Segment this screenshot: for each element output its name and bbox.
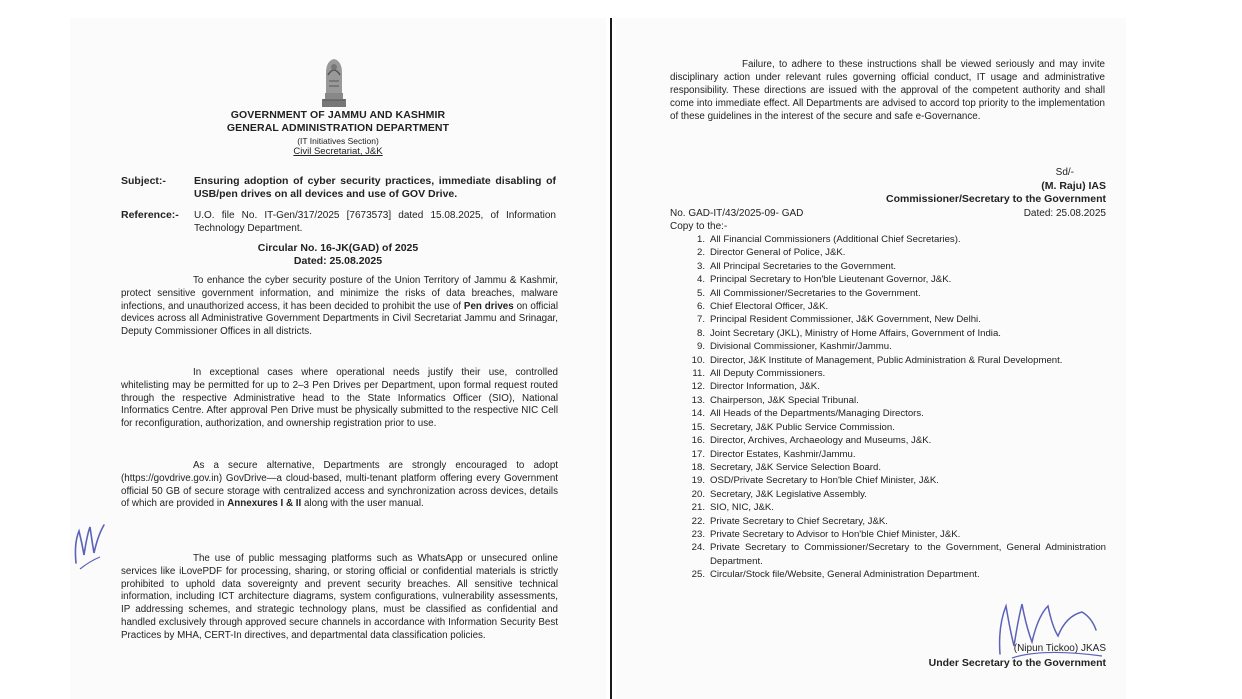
paragraph-1-bold: Pen drives bbox=[463, 300, 514, 312]
paragraph-2-text: In exceptional cases where operational needs justify their use, controlled whitelisting may be permitted for up to 2–3 Pen Drives per Department, upon formal request routed through the respective Administrative head to the State Informatics Officer (SIO), National Informatics Centre. After approval Pen Drive must be physically submitted to the respective NIC Cell for reconfiguration, authorization, and ownership registration prior to use. bbox=[121, 367, 558, 430]
copy-list-number: 22. bbox=[691, 515, 705, 527]
copy-list-item bbox=[670, 488, 1106, 501]
copy-list-number: 20. bbox=[691, 488, 705, 500]
copy-list-text: Principal Resident Commissioner, J&K Government, New Delhi. bbox=[710, 314, 981, 326]
under-secretary-title: Under Secretary to the Government bbox=[928, 657, 1106, 669]
closing-paragraph-text: Failure, to adhere to these instructions shall be viewed seriously and may invite disciplinary action under relevant rules governing official conduct, IT usage and administrative responsibility. These directions are issued with the approval of the competent authority and shall come into immediate effect. All Departments are advised to accord top priority to the implementation of these guidelines in the interest of the secure and safe e-Governance. bbox=[670, 59, 1105, 122]
copy-list-item bbox=[670, 287, 1106, 300]
paragraph-2 bbox=[121, 367, 558, 431]
copy-list-text: Secretary, J&K Legislative Assembly. bbox=[710, 488, 867, 500]
copy-list-text: Divisional Commissioner, Kashmir/Jammu. bbox=[710, 341, 892, 353]
paragraph-1 bbox=[121, 275, 558, 339]
copy-list-number: 9. bbox=[696, 341, 705, 353]
under-secretary-name: (Nipun Tickoo) JKAS bbox=[1013, 643, 1106, 654]
copy-list-text: Director General of Police, J&K. bbox=[710, 247, 846, 259]
sd-mark: Sd/- bbox=[1055, 167, 1074, 178]
copy-list-text: Director Estates, Kashmir/Jammu. bbox=[710, 448, 856, 460]
national-emblem-icon bbox=[314, 53, 354, 111]
copy-list-number: 23. bbox=[691, 528, 705, 540]
paragraph-1-text-b: on official devices across all Administrative Government Departments in Civil Secretariat Jammu and Srinagar, Deputy Commissioner Offices in all districts. bbox=[121, 300, 558, 338]
copy-list-item bbox=[670, 474, 1106, 487]
signatory-name: (M. Raju) IAS bbox=[1041, 180, 1106, 192]
copy-list-text: Private Secretary to Commissioner/Secretary to the Government, General Administration Department. bbox=[710, 542, 1106, 567]
copy-list-item bbox=[670, 421, 1106, 434]
copy-list-text: Director Information, J&K. bbox=[710, 381, 820, 393]
subject-text: Ensuring adoption of cyber security practices, immediate disabling of USB/pen drives on all devices and use of GOV Drive. bbox=[194, 175, 556, 200]
copy-list-number: 12. bbox=[691, 381, 705, 393]
reference-text: U.O. file No. IT-Gen/317/2025 [7673573] dated 15.08.2025, of Information Technology Department. bbox=[194, 210, 556, 234]
paragraph-3-text-a: As a secure alternative, Departments are strongly encouraged to adopt (https://govdrive.gov.in) GovDrive—a cloud-based, multi-tenant platform offering every Government official 50 GB of secure storage with centralized access and synchronization across devices, details of which are provided in bbox=[121, 460, 558, 510]
copy-list-item bbox=[670, 246, 1106, 259]
copy-list-number: 1. bbox=[696, 234, 705, 245]
copy-list-number: 10. bbox=[691, 354, 705, 366]
copy-list-number: 7. bbox=[696, 314, 705, 326]
copy-list-number: 11. bbox=[692, 368, 705, 380]
copy-list-text: All Heads of the Departments/Managing Directors. bbox=[710, 408, 924, 420]
dated: Dated: 25.08.2025 bbox=[1023, 208, 1106, 219]
copy-list-item bbox=[670, 300, 1106, 313]
copy-to-list bbox=[670, 233, 1106, 582]
paragraph-3-text-b: along with the user manual. bbox=[301, 498, 424, 510]
copy-list-number: 25. bbox=[691, 569, 705, 581]
copy-list-item bbox=[670, 380, 1106, 393]
copy-list-number: 13. bbox=[691, 394, 705, 406]
copy-list-item bbox=[670, 327, 1106, 340]
copy-list-text: Chairperson, J&K Special Tribunal. bbox=[710, 394, 859, 406]
circular-page-2 bbox=[616, 18, 1126, 699]
copy-list-item bbox=[670, 541, 1106, 568]
copy-list-number: 21. bbox=[691, 502, 705, 514]
paragraph-1-text-a: To enhance the cyber security posture of the Union Territory of Jammu & Kashmir, protect sensitive government information, and minimize the risks of data breaches, malware infections, and unauthorized access, it has been decided to prohibit the use of bbox=[121, 275, 558, 312]
copy-list-text: Private Secretary to Advisor to Hon'ble Chief Minister, J&K. bbox=[710, 528, 961, 540]
copy-list-text: All Financial Commissioners (Additional Chief Secretaries). bbox=[710, 234, 961, 245]
government-title: GOVERNMENT OF JAMMU AND KASHMIR bbox=[230, 109, 446, 121]
copy-list-item bbox=[670, 233, 1106, 246]
closing-paragraph bbox=[670, 58, 1105, 123]
copy-list-item bbox=[670, 568, 1106, 581]
copy-list-item bbox=[670, 354, 1106, 367]
paragraph-3 bbox=[121, 460, 558, 511]
copy-list-item bbox=[670, 434, 1106, 447]
copy-list-number: 18. bbox=[691, 461, 705, 473]
copy-to-label: Copy to the:- bbox=[670, 221, 728, 232]
copy-list-number: 14. bbox=[691, 408, 705, 420]
copy-list-text: OSD/Private Secretary to Hon'ble Chief Minister, J&K. bbox=[710, 475, 939, 487]
reference-number: No. GAD-IT/43/2025-09- GAD bbox=[670, 208, 804, 219]
copy-list-item bbox=[670, 528, 1106, 541]
copy-list-text: Secretary, J&K Public Service Commission. bbox=[710, 421, 895, 433]
copy-list-text: Circular/Stock file/Website, General Administration Department. bbox=[710, 569, 980, 581]
copy-list-text: All Commissioner/Secretaries to the Government. bbox=[710, 287, 921, 299]
copy-list-text: All Principal Secretaries to the Government. bbox=[710, 260, 897, 272]
subject-label: Subject:- bbox=[121, 175, 166, 187]
copy-list-text: Director, Archives, Archaeology and Museums, J&K. bbox=[710, 435, 932, 447]
copy-list-text: Director, J&K Institute of Management, Public Administration & Rural Development. bbox=[710, 354, 1063, 366]
copy-list-text: Secretary, J&K Service Selection Board. bbox=[710, 461, 881, 473]
paragraph-4-text: The use of public messaging platforms such as WhatsApp or unsecured online services like iLovePDF for processing, sharing, or storing official or confidential materials is strictly prohibited to uphold data sovereignty and prevent security breaches. All sensitive technical information, including ICT architecture diagrams, system configurations, vulnerability assessments, IP addressing schemes, and strategic technology plans, must be classified as confidential and handled exclusively through approved secure channels in accordance with Information Security Best Practices by MHA, CERT-In directives, and departmental data classification policies. bbox=[121, 553, 558, 641]
copy-list-number: 6. bbox=[696, 301, 705, 313]
copy-list-item bbox=[670, 273, 1106, 286]
copy-list-item bbox=[670, 461, 1106, 474]
copy-list-number: 15. bbox=[691, 421, 705, 433]
department-title: GENERAL ADMINISTRATION DEPARTMENT bbox=[226, 122, 450, 134]
copy-list-number: 5. bbox=[696, 287, 705, 299]
copy-list-number: 16. bbox=[691, 435, 705, 447]
paragraph-4 bbox=[121, 553, 558, 643]
copy-list-item bbox=[670, 367, 1106, 380]
copy-list-item bbox=[670, 394, 1106, 407]
copy-list-item bbox=[670, 407, 1106, 420]
copy-list-number: 19. bbox=[691, 475, 705, 487]
copy-list-item bbox=[670, 313, 1106, 326]
office-address: Civil Secretariat, J&K bbox=[293, 146, 383, 157]
copy-list-text: Principal Secretary to Hon'ble Lieutenant Governor, J&K. bbox=[710, 274, 952, 286]
reference-label: Reference:- bbox=[121, 209, 179, 221]
copy-list-item bbox=[670, 515, 1106, 528]
circular-number: Circular No. 16-JK(GAD) of 2025 bbox=[257, 242, 419, 254]
copy-list-item bbox=[670, 260, 1106, 273]
copy-list-number: 24. bbox=[691, 542, 705, 554]
copy-list-number: 17. bbox=[691, 448, 705, 460]
circular-page-1 bbox=[70, 18, 606, 699]
copy-list-item bbox=[670, 448, 1106, 461]
copy-list-item bbox=[670, 501, 1106, 514]
copy-list-number: 2. bbox=[696, 247, 705, 259]
copy-list-text: SIO, NIC, J&K. bbox=[710, 502, 774, 514]
copy-list-item bbox=[670, 340, 1106, 353]
circular-date: Dated: 25.08.2025 bbox=[293, 255, 383, 267]
handwritten-signature bbox=[992, 596, 1107, 666]
section-name: (IT Initiatives Section) bbox=[297, 136, 379, 146]
paragraph-3-bold: Annexures I & II bbox=[227, 498, 302, 510]
copy-list-number: 3. bbox=[696, 260, 705, 272]
signatory-title: Commissioner/Secretary to the Government bbox=[886, 193, 1106, 205]
page-divider bbox=[610, 18, 612, 699]
copy-list-number: 8. bbox=[696, 327, 705, 339]
copy-list-text: Chief Electoral Officer, J&K. bbox=[710, 301, 829, 313]
copy-list-number: 4. bbox=[696, 274, 705, 286]
copy-list-text: Joint Secretary (JKL), Ministry of Home Affairs, Government of India. bbox=[710, 327, 1001, 339]
copy-list-text: All Deputy Commissioners. bbox=[710, 368, 826, 380]
handwritten-initials-signature bbox=[70, 513, 110, 573]
copy-list-text: Private Secretary to Chief Secretary, J&K. bbox=[710, 515, 888, 527]
